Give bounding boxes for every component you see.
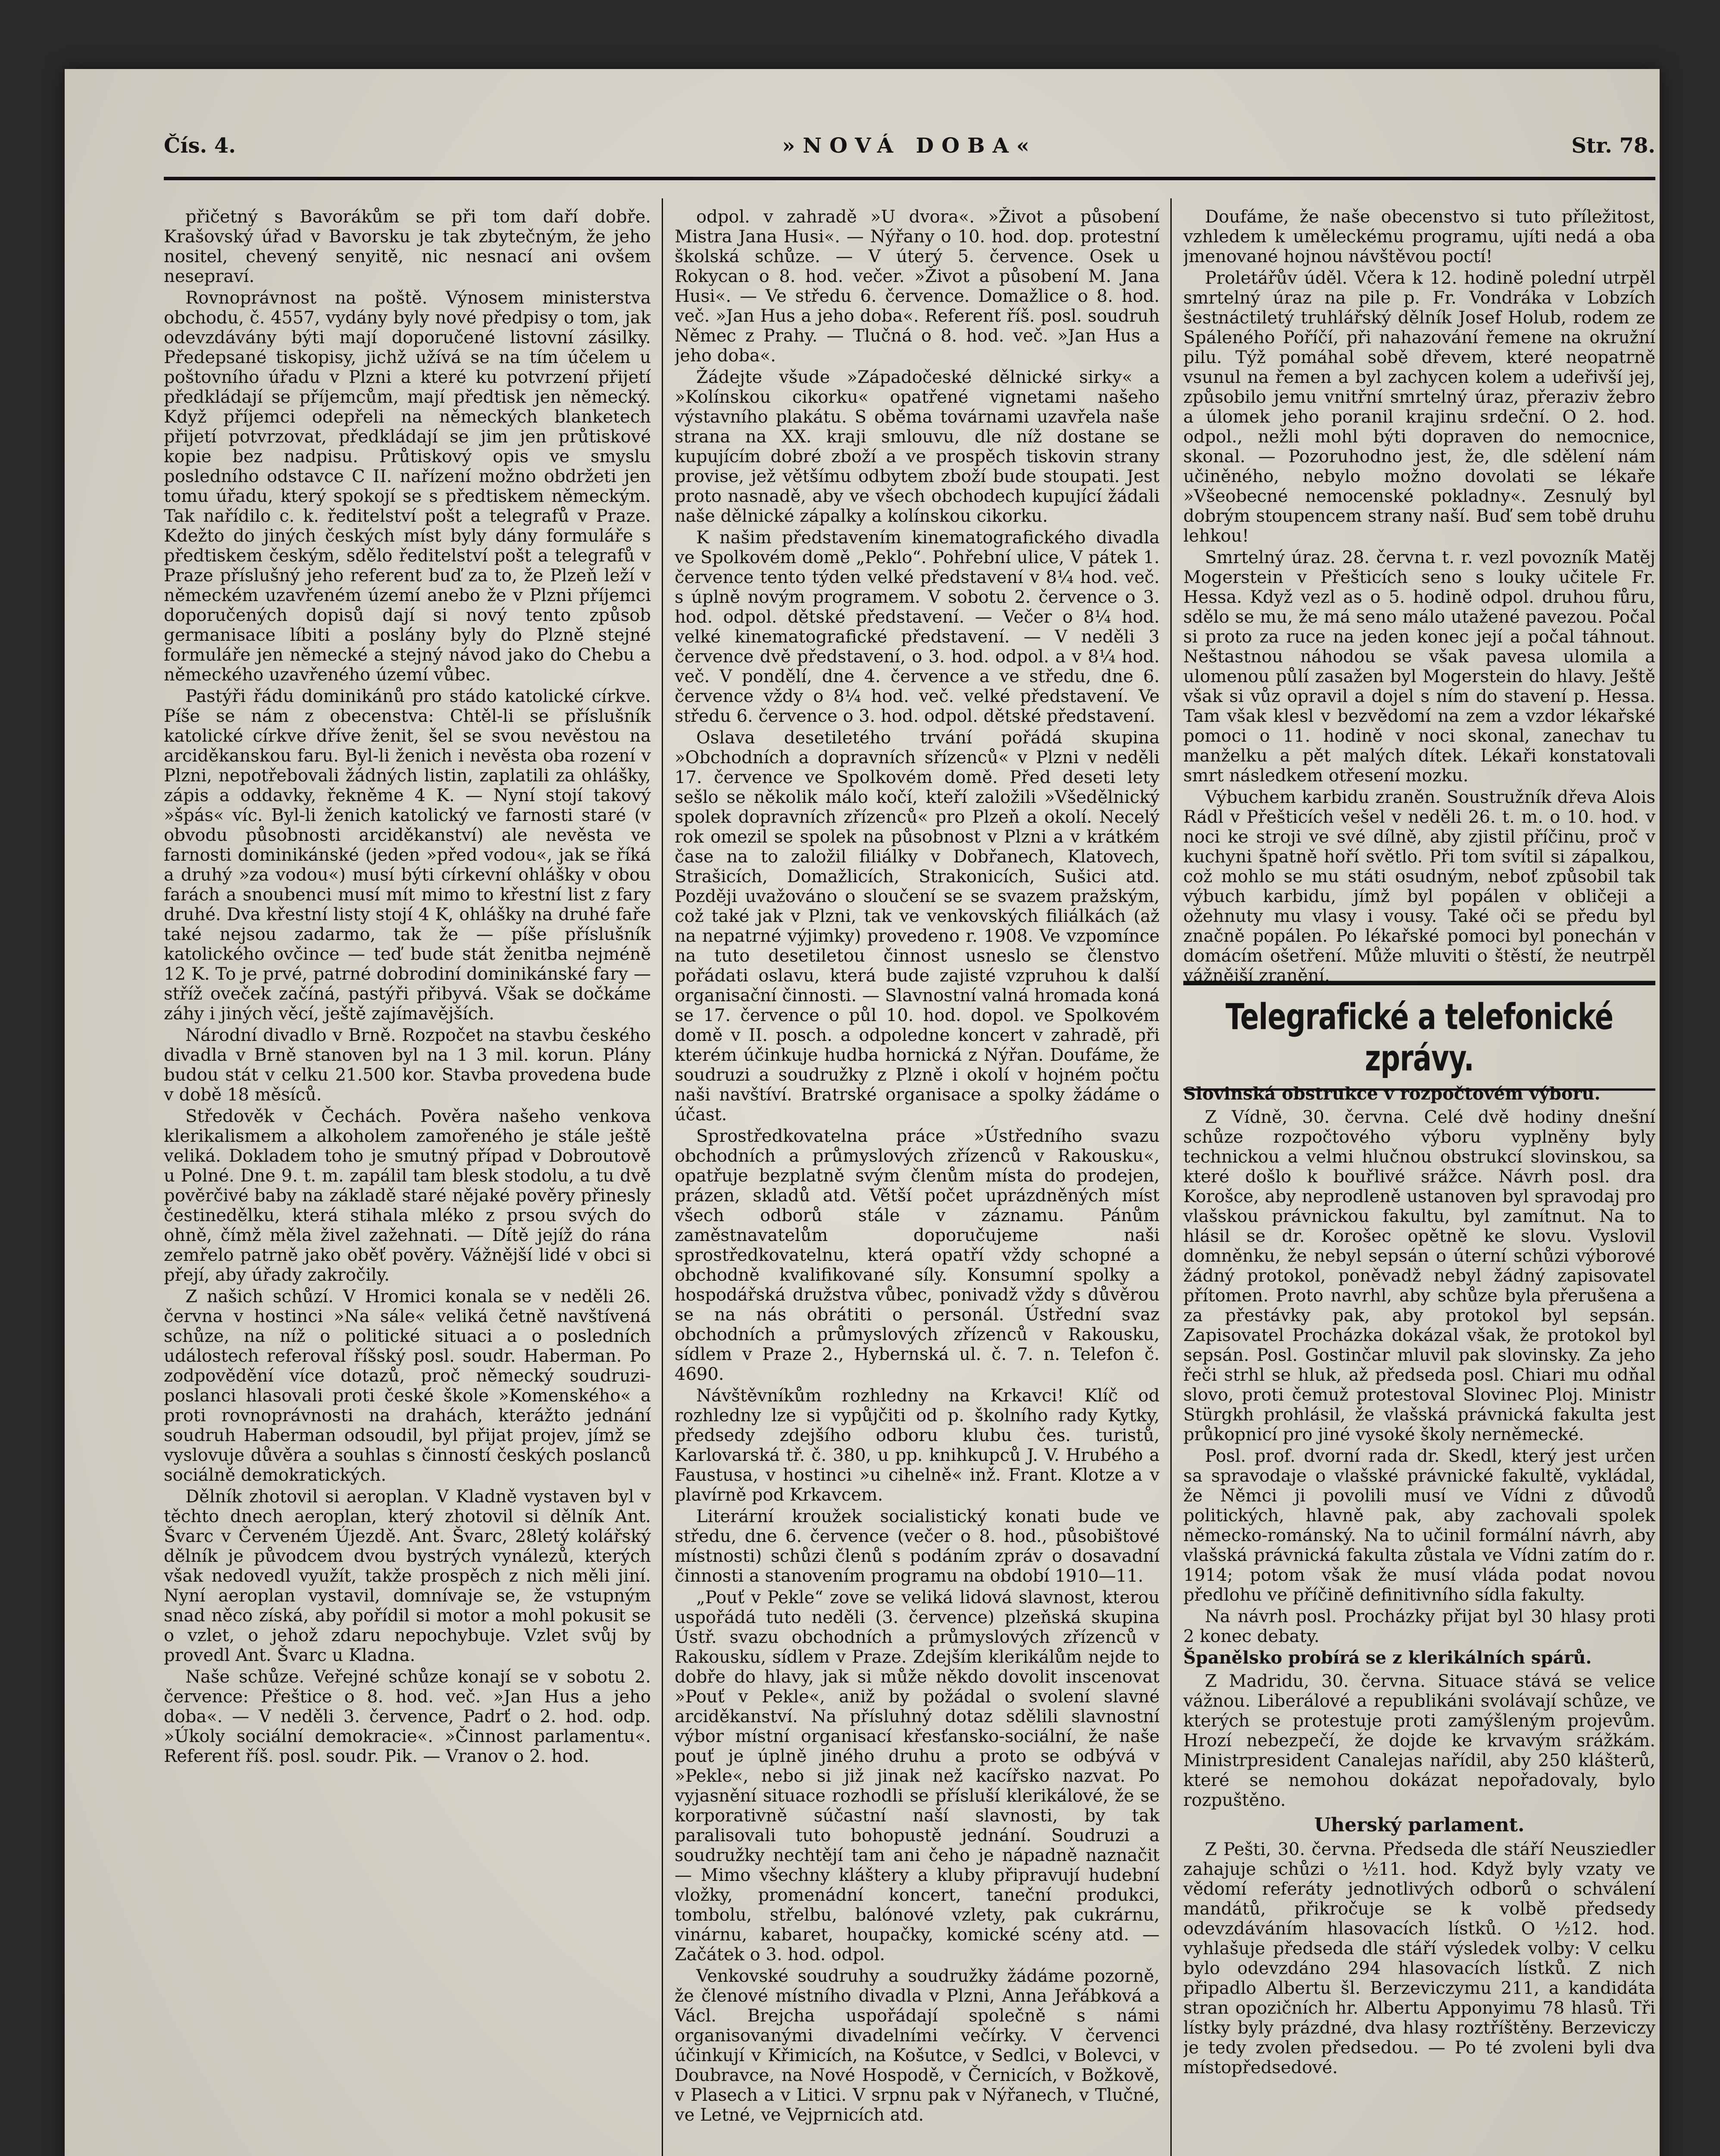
article-paragraph: „Pouť v Pekle“ zove se veliká lidová slavnost, kterou uspořádá tuto neděli (3. července) plzeňská skupina Ústř. svazu obchodních a průmyslových zřízenců v Rakousku, sídlem v Praze. Zdejším klerikálům nejde to dobře do hlavy, jak si může někdo dovolit inscenovat »Pouť v Pekle«, aniž by požádal o svolení slavné arciděkanství. Na přísluhný dotaz sdělili slavnostní výbor místní organisací křesťansko-sociální, že naše pouť je úplně jiného druhu a proto se odbývá v »Pekle«, nebo si již jinak než kacířsko nazvat. Po vyjasnění situace rozhodli se přísluší klerikálové, že se korporativně súčastní naší slavnosti, by tak paralisovali tuto bohopustě jednání. Soudruzi a soudružky nechtějí tam ani čeho je nápadně naznačit — Mimo všechny kláštery a kluby připravují hudební vložky, promenádní koncert, taneční produkci, tombolu, střelbu, balónové vzlety, pak cukrárnu, vinárnu, kabaret, houpačky, komické scény atd. — Začátek o 3. hod. odpol. [675, 1588, 1160, 1965]
column-3 [1183, 207, 1655, 2156]
news-subheading: Španělsko probírá se z klerikálních spárů. [1183, 1648, 1592, 1668]
article-paragraph: Návštěvníkům rozhledny na Krkavci! Klíč od rozhledny lze si vypůjčiti od p. školního rady Kytky, předsedy zdejšího odboru klubu čes. turistů, Karlovarská tř. č. 380, u pp. knihkupců J. V. Hrubého a Faustusa, v hostinci »u cihelně« inž. Frant. Klotze a v plavírně pod Krkavcem. [675, 1386, 1160, 1505]
issue-number: Čís. 4. [164, 134, 236, 158]
article-paragraph: Výbuchem karbidu zraněn. Soustružník dřeva Alois Rádl v Přešticích vešel v neděli 26. t. m. o 10. hod. v noci ke stroji ve své dílně, aby zjistil příčinu, proč v kuchyni špatně hoří světlo. Při tom svítil si zápalkou, což mohlo se mu státi osudným, neboť způsobil tak výbuch karbidu, jímž byl popálen v obličeji a ožehnuty mu vlasy i vousy. Také oči se předu byl značně popálen. Po lékařské pomoci byl ponechán v domácím ošetření. Může mluviti o štěstí, že neutrpěl vážnější zranění. [1183, 787, 1655, 986]
article-paragraph: Naše schůze. Veřejné schůze konají se v sobotu 2. července: Přeštice o 8. hod. več. »Jan Hus a jeho doba«. — V neděli 3. července, Padrť o 2. hod. odp. »Úkoly sociální demokracie«. »Činnost parlamentu«. Referent říš. posl. soudr. Pik. — Vranov o 2. hod. [164, 1667, 651, 1766]
article-paragraph: Z našich schůzí. V Hromici konala se v neděli 26. června v hostinci »Na sále« veliká četně navštívená schůze, na níž o politické situaci a o posledních událostech referoval říšský posl. soudr. Haberman. Po zodpovědění více dotazů, proč německý soudruzi-poslanci hlasovali proti české škole »Komenského« a proti rovnoprávnosti na drahách, kterážto jednání soudruh Haberman odsoudil, byl přijat projev, jímž se vyslovuje důvěra a souhlas s činností českých poslanců sociálně demokratických. [164, 1287, 651, 1485]
news-section-title: Uherský parlament. [1314, 1814, 1525, 1836]
article-paragraph: K našim představením kinematografického divadla ve Spolkovém domě „Peklo“. Pohřební ulice, V pátek 1. července tento týden velké představení v 8¼ hod. več. s úplně novým programem. V sobotu 2. července o 3. hod. odpol. dětské představení. — Večer o 8¼ hod. velké kinematografické představení. — V neděli 3 července dvě představení, o 3. hod. odpol. a v 8¼ hod. več. V pondělí, dne 4. července a ve středu, dne 6. července vždy o 8¼ hod. več. velké představení. Ve středu 6. července o 3. hod. odpol. dětské představení. [675, 528, 1160, 726]
article-paragraph: Smrtelný úraz. 28. června t. r. vezl povozník Matěj Mogerstein v Přešticích seno s louky učitele Fr. Hessa. Když vezl as o 5. hodině odpol. druhou fůru, sdělo se mu, že má seno málo utažené pavezou. Počal si proto za ruce na jeden konec její a počal táhnout. Neštastnou náhodou se však pavesa ulomila a ulomenou půlí zasažen byl Mogerstein do hlavy. Ještě však si vůz opravil a dojel s ním do stavení p. Hessa. Tam však klesl v bezvědomí na zem a vzdor lékařské pomoci o 11. hodině v noci skonal, zanechav tu manželku a pět malých dítek. Lékaři konstatovali smrt následkem otřesení mozku. [1183, 548, 1655, 786]
article-paragraph: Pastýři řádu dominikánů pro stádo katolické církve. Píše se nám z obecenstva: Chtěl-li se příslušník katolické církve dříve ženit, šel se svou nevěstou na arciděkanskou faru. Byl-li ženich i nevěsta oba rození v Plzni, nepotřebovali žádných listin, zaplatili za ohlášky, zápis a oddavky, řekněme 4 K. — Nyní stojí takový »špás« víc. Byl-li ženich katolický ve farnosti staré (v obvodu působnosti arciděkanství) ale nevěsta ve farnosti dominikánské (jeden »před vodou«, jak se říká a druhý »za vodou«) musí býti církevní ohlášky v obou farách a snoubenci musí mít mimo to křestní list z fary druhé. Dva křestní listy stojí 4 K, ohlášky na druhé faře také nejsou zadarmo, tak že — píše příslušník katolického ovčince — teď bude stát ženitba nejméně 12 K. To je prvé, patrné dobrodiní dominikánské fary — stříž oveček začíná, pastýři přibyvá. Však se dočkáme záhy i jiných věcí, ještě zajímavějších. [164, 686, 651, 1024]
page-header [164, 125, 1655, 168]
column-2 [675, 207, 1160, 2156]
page-number: Str. 78. [1571, 134, 1655, 158]
news-paragraph: Na návrh posl. Procházky přijat byl 30 hlasy proti 2 konec debaty. [1183, 1607, 1655, 1646]
column-1 [164, 207, 651, 2156]
article-paragraph: Rovnoprávnost na poště. Výnosem ministerstva obchodu, č. 4557, vydány byly nové předpisy o tom, jak odevzdávány býti mají doporučené listovní zásilky. Předepsané tiskopisy, jichž užívá se na tím účelem u poštovního úřadu v Plzni a které ku potvrzení přijetí předkládají se příjemcům, mají předtisk jen německý. Když příjemci odepřeli na německých blanketech přijetí potvrzovat, předkládají se jim jen průtiskové kopie bez nadpisu. Průtiskový opis ve smyslu posledního odstavce C II. nařízení možno obdržeti jen tomu úřadu, který spokojí se s předtiskem německým. Tak nařídilo c. k. ředitelství pošt a telegrafů v Praze. Kdežto do jiných českých míst byly dány formuláře s předtiskem českým, sdělo ředitelství pošt a telegrafů v Praze příslušný jeho referent buď za to, že Plzeň leží v německém uzavřeném území anebo že v Plzni příjemci doporučených dopisů dají si nový tento způsob germanisace líbiti a poslány byly do Plzně stejné formuláře jen německé a stejný návod jako do Chebu a německého uzavřeného území vůbec. [164, 288, 651, 685]
article-paragraph: Žádejte všude »Západočeské dělnické sirky« a »Kolínskou cikorku« opatřené vignetami našeho výstavního plakátu. S oběma továrnami uzavřela naše strana na XX. kraji smlouvu, dle níž dostane se kupujícím dobré zboží a ve prospěch tiskovin strany provise, jež většímu odbytem zboží bude stoupati. Jest proto nasnadě, aby ve všech obchodech kupující žádali naše dělnické zápalky a kolínskou cikorku. [675, 367, 1160, 526]
article-paragraph: přičetný s Bavorákům se při tom daří dobře. Krašovský úřad v Bavorsku je tak zbytečným, že jeho nositel, chevený senyitě, nic nesnací ani ovšem nesepraví. [164, 207, 651, 286]
article-paragraph: Venkovské soudruhy a soudružky žádáme pozorně, že členové místního divadla v Plzni, Anna Jeřábková a Václ. Brejcha uspořádají společně s námi organisovanými divadelními večírky. V červenci účinkují v Křimicích, na Košutce, v Sedlci, v Bolevci, v Doubravce, na Nové Hospodě, v Černicích, v Božkově, v Plasech a v Litici. V srpnu pak v Nýřanech, v Tlučné, ve Letné, ve Vejprnicích atd. [675, 1966, 1160, 2125]
masthead-title: »NOVÁ DOBA« [782, 134, 1037, 158]
column-rule-1 [662, 198, 663, 2156]
article-paragraph: odpol. v zahradě »U dvora«. »Život a působení Mistra Jana Husi«. — Nýřany o 10. hod. dop. protestní školská schůze. — V úterý 5. července. Osek u Rokycan o 8. hod. večer. »Život a působení M. Jana Husi«. — Ve středu 6. července. Domažlice o 8. hod. več. »Jan Hus a jeho doba«. Referent říš. posl. soudruh Němec z Prahy. — Tlučná o 8. hod. več. »Jan Hus a jeho doba«. [675, 207, 1160, 366]
news-paragraph: Z Madridu, 30. června. Situace stává se velice vážnou. Liberálové a republikáni svolávají schůze, ve kterých se protestuje proti zamýšleným projevům. Hrozí nebezpečí, že dojde ke krvavým srážkám. Ministrpresident Canalejas nařídil, aby 250 klášterů, které se nemohou dokázat nepořadovaly, bylo rozpuštěno. [1183, 1671, 1655, 1810]
news-paragraph: Z Pešti, 30. června. Předseda dle stáří Neusziedler zahajuje schůzi o ½11. hod. Když byly vzaty ve vědomí referáty jednotlivých odborů o schválení mandátů, přikročuje se k volbě předsedy odevzdáváním hlasovacích lístků. O ½12. hod. vyhlašuje předseda dle stáří výsledek volby: V celku bylo odevzdáno 294 hlasovacích lístků. Z nich připadlo Albertu šl. Berzeviczymu 211, a kandidáta stran opozičních hr. Albertu Apponyimu 78 hlasů. Tři lístky byly prázdné, dva hlasy roztříštěny. Berzeviczy je tedy zvolen předsedou. — Po té zvoleni byli dva místopředsedové. [1183, 1839, 1655, 2078]
section-banner: Telegrafické a telefonické zprávy. [1183, 981, 1655, 1091]
news-subheading: Slovinská obstrukce v rozpočtovém výboru. [1183, 1084, 1601, 1104]
article-paragraph: Proletářův úděl. Včera k 12. hodině polední utrpěl smrtelný úraz na pile p. Fr. Vondráka v Lobzích šestnáctiletý truhlářský dělník Josef Holub, rodem ze Spáleného Poříčí, při nahazování řemene na okružní pilu. Týž pomáhal sobě dřevem, které neopatrně vsunul na řemen a byl zachycen kolem a udeřivší jej, způsobilo jemu vnitřní smrtelný úraz, přeraziv žebro a úlomek jeho poranil krajinu srdeční. O 2. hod. odpol., nežli mohl býti dopraven do nemocnice, skonal. — Pozoruhodno jest, že, dle sdělení nám učiněného, nebylo možno dovolati se lékaře »Všeobecné nemocenské pokladny«. Zesnulý byl dobrým stoupencem strany naší. Buď sem tobě druhu lehkou! [1183, 268, 1655, 546]
article-paragraph: Oslava desetiletého trvání pořádá skupina »Obchodních a dopravních sřízenců« v Plzni v neděli 17. července ve Spolkovém domě. Před deseti lety sešlo se několik málo kočí, kteří založili »Všedělnický spolek dopravních zřízenců« pro Plzeň a okolí. Necelý rok omezil se spolek na působnost v Plzni a v krátkém čase na to založil filiálky v Dobřanech, Klatovech, Strašicích, Domažlicích, Strakonicích, Sušici atd. Později uvažováno o sloučení se se svazem pražským, což také jak v Plzni, tak ve venkovských filiálkách (až na nepatrné výjimky) provedeno r. 1908. Ve vzpomínce na tuto desetiletou činnost usneslo se členstvo pořádati oslavu, která bude zajisté vzpruhou k další organisační činnosti. — Slavnostní valná hromada koná se 17. července o půl 10. hod. dopol. ve Spolkovém domě v II. posch. a odpoledne koncert v zahradě, při kterém účinkuje hudba hornická z Nýřan. Doufáme, že soudruzi a soudružky z Plzně i okolí v hojném počtu naši navštíví. Bratrské organisace a spolky žádáme o účast. [675, 728, 1160, 1125]
newspaper-page [65, 69, 1660, 2156]
header-rule [164, 177, 1655, 180]
article-paragraph: Národní divadlo v Brně. Rozpočet na stavbu českého divadla v Brně stanoven byl na 1 3 mil. korun. Plány budou stát v celku 21.500 kor. Stavba provedena bude v době 18 měsíců. [164, 1025, 651, 1105]
news-paragraph: Z Vídně, 30. června. Celé dvě hodiny dnešní schůze rozpočtového výboru vyplněny byly technickou a velmi hlučnou obstrukcí slovinskou, sa které došlo k bouřlivé srážce. Návrh posl. dra Korošce, aby neprodleně ustanoven byl spravodaj pro vlašskou právnickou fakultu, byl zamítnut. Na to hlásil se dr. Korošec opětně ke slovu. Vyslovil domněnku, že nebyl sepsán o úterní schůzi výborové žádný protokol, poněvadž nebyl žádný zapisovatel přítomen. Proto navrhl, aby schůze byla přerušena a za přestávky pak, aby protokol byl sepsán. Zapisovatel Procházka dokázal však, že protokol byl sepsán. Posl. Gostinčar mluvil pak slovinsky. Za jeho řeči strhl se hluk, až předseda posl. Chiari mu odňal slovo, proti čemuž protestoval Slovinec Ploj. Ministr Stürgkh prohlásil, že vlašská právnická fakulta jest průkopnicí pro jiné vysoké školy nerněmecké. [1183, 1107, 1655, 1445]
article-paragraph: Sprostředkovatelna práce »Ústředního svazu obchodních a průmyslových zřízenců v Rakousku«, opatřuje bezplatně svým členům místa do prodejen, prázen, skladů atd. Větší počet uprázdněných míst všech odborů stále v záznamu. Pánům zaměstnavatelům doporučujeme naši sprostředkovatelnu, která opatří vždy schopné a obchodně kvalifikované síly. Konsumní spolky a hospodářská družstva vůbec, ponivadž vždy s důvěrou se na nás obrátiti o personál. Ústřední svaz obchodních a průmyslových zřízenců v Rakousku, sídlem v Praze 2., Hybernská ul. č. 7. n. Telefon č. 4690. [675, 1126, 1160, 1384]
article-paragraph: Doufáme, že naše obecenstvo si tuto příležitost, vzhledem k uměleckému programu, ujíti nedá a oba jmenované hojnou návštěvou poctí! [1183, 207, 1655, 266]
article-paragraph: Literární kroužek socialistický konati bude ve středu, dne 6. července (večer o 8. hod., působištové místnosti) schůzi členů s podáním zpráv o dosavadní činnosti a stanovením programu na období 1910—11. [675, 1507, 1160, 1586]
column-rule-2 [1170, 198, 1172, 2156]
article-paragraph: Dělník zhotovil si aeroplan. V Kladně vystaven byl v těchto dnech aeroplan, který zhotovil si dělník Ant. Švarc v Červeném Újezdě. Ant. Švarc, 28letý kolářský dělník je původcem dvou bystrých vynálezů, kterých však nedovedl využít, takže prospěch z nich měli jiní. Nyní aeroplan vystavil, domnívaje se, že vstupným snad něco získá, aby pořídil si motor a mohl pokusit se o vzlet, o jehož zdaru nepochybuje. Vzlet svůj by provedl Ant. Švarc u Kladna. [164, 1487, 651, 1665]
article-paragraph: Středověk v Čechách. Pověra našeho venkova klerikalismem a alkoholem zamořeného je stále ještě veliká. Dokladem toho je smutný případ v Dobroutově u Polné. Dne 9. t. m. zapálil tam blesk stodolu, a tu dvě pověrčivé baby na základě staré nějaké pověry přinesly čestinedělku, která stihala mléko z prsou svých do ohně, čímž měla živel zažehnati. — Dítě jejíž do rána zemřelo patrně jako oběť pověry. Vážnější lidé v obci si přejí, aby úřady zakročily. [164, 1106, 651, 1285]
news-paragraph: Posl. prof. dvorní rada dr. Skedl, který jest určen sa spravodaje o vlašské právnické fakultě, vykládal, že Němci ji povolili musí ve Vídni z důvodů politických, hlavně pak, aby zachovali spolek německo-románský. Na to učinil formální návrh, aby vlašská právnická fakulta zůstala ve Vídni zatím do r. 1914; potom však že musí vláda podat novou předlohu ve příčině definitivního sídla fakulty. [1183, 1446, 1655, 1605]
